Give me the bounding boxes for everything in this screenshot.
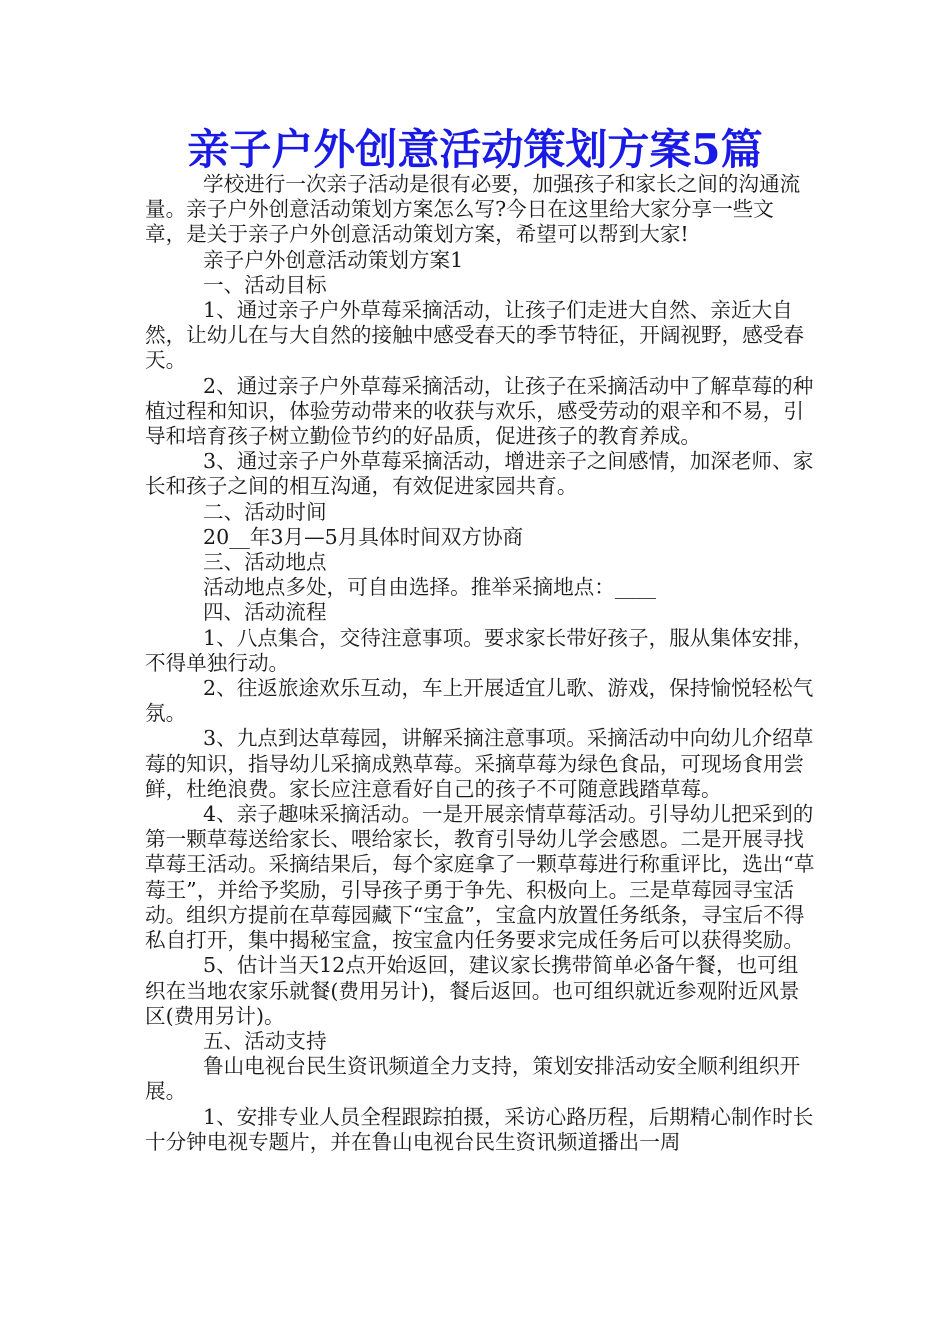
- time-paragraph: 20__年3月—5月具体时间双方协商: [203, 524, 524, 549]
- section-plan-title: 亲子户外创意活动策划方案1: [203, 247, 464, 272]
- section-heading-goals: 一、活动目标: [203, 272, 327, 297]
- section-heading-location: 三、活动地点: [203, 550, 327, 575]
- goal-paragraph-3: 3、通过亲子户外草莓采摘活动，增进亲子之间感情，加深老师、家长和孩子之间的相互沟通，有效促进家园共育。: [145, 449, 814, 499]
- location-paragraph: 活动地点多处，可自由选择。推举采摘地点：____: [203, 575, 657, 600]
- section-heading-support: 五、活动支持: [203, 1028, 327, 1053]
- goal-paragraph-1: 1、通过亲子户外草莓采摘活动，让孩子们走进大自然、亲近大自然，让幼儿在与大自然的接触中感受春天的季节特征，开阔视野，感受春天。: [145, 298, 804, 373]
- process-paragraph-1: 1、八点集合，交待注意事项。要求家长带好孩子，服从集体安排，不得单独行动。: [145, 625, 814, 675]
- section-heading-time: 二、活动时间: [203, 499, 327, 524]
- support-paragraph: 鲁山电视台民生资讯频道全力支持，策划安排活动安全顺利组织开展。: [145, 1054, 801, 1104]
- support-paragraph-1: 1、安排专业人员全程跟踪拍摄，采访心路历程，后期精心制作时长十分钟电视专题片，并在鲁山电视台民生资讯频道播出一周: [145, 1104, 814, 1154]
- process-paragraph-5: 5、估计当天12点开始返回，建议家长携带简单必备午餐，也可组织在当地农家乐就餐(费用另计)，餐后返回。也可组织就近参观附近风景区(费用另计)。: [145, 953, 800, 1028]
- section-heading-process: 四、活动流程: [203, 600, 327, 625]
- document-body: [145, 172, 815, 1155]
- process-paragraph-2: 2、往返旅途欢乐互动，车上开展适宜儿歌、游戏，保持愉悦轻松气氛。: [145, 676, 814, 726]
- process-paragraph-3: 3、九点到达草莓园，讲解采摘注意事项。采摘活动中向幼儿介绍草莓的知识，指导幼儿采摘成熟草莓。采摘草莓为绿色食品，可现场食用尝鲜，杜绝浪费。家长应注意看好自己的孩子不可随意践踏草莓。: [145, 726, 814, 801]
- document-title: 亲子户外创意活动策划方案5篇: [187, 125, 763, 174]
- intro-paragraph: 学校进行一次亲子活动是很有必要，加强孩子和家长之间的沟通流量。亲子户外创意活动策划方案怎么写?今日在这里给大家分享一些文章，是关于亲子户外创意活动策划方案，希望可以帮到大家!: [145, 172, 801, 247]
- goal-paragraph-2: 2、通过亲子户外草莓采摘活动，让孩子在采摘活动中了解草莓的种植过程和知识，体验劳动带来的收获与欢乐，感受劳动的艰辛和不易，引导和培育孩子树立勤俭节约的好品质，促进孩子的教育养成。: [145, 373, 814, 449]
- process-paragraph-4: 4、亲子趣味采摘活动。一是开展亲情草莓活动。引导幼儿把采到的第一颗草莓送给家长、喂给家长，教育引导幼儿学会感恩。二是开展寻找草莓王活动。采摘结果后，每个家庭拿了一颗草莓进行称重评比，选出“草莓王”，并给予奖励，引导孩子勇于争先、积极向上。三是草莓园寻宝活动。组织方提前在草莓园藏下“宝盒”，宝盒内放置任务纸条，寻宝后不得私自打开，集中揭秘宝盒，按宝盒内任务要求完成任务后可以获得奖励。: [145, 802, 815, 953]
